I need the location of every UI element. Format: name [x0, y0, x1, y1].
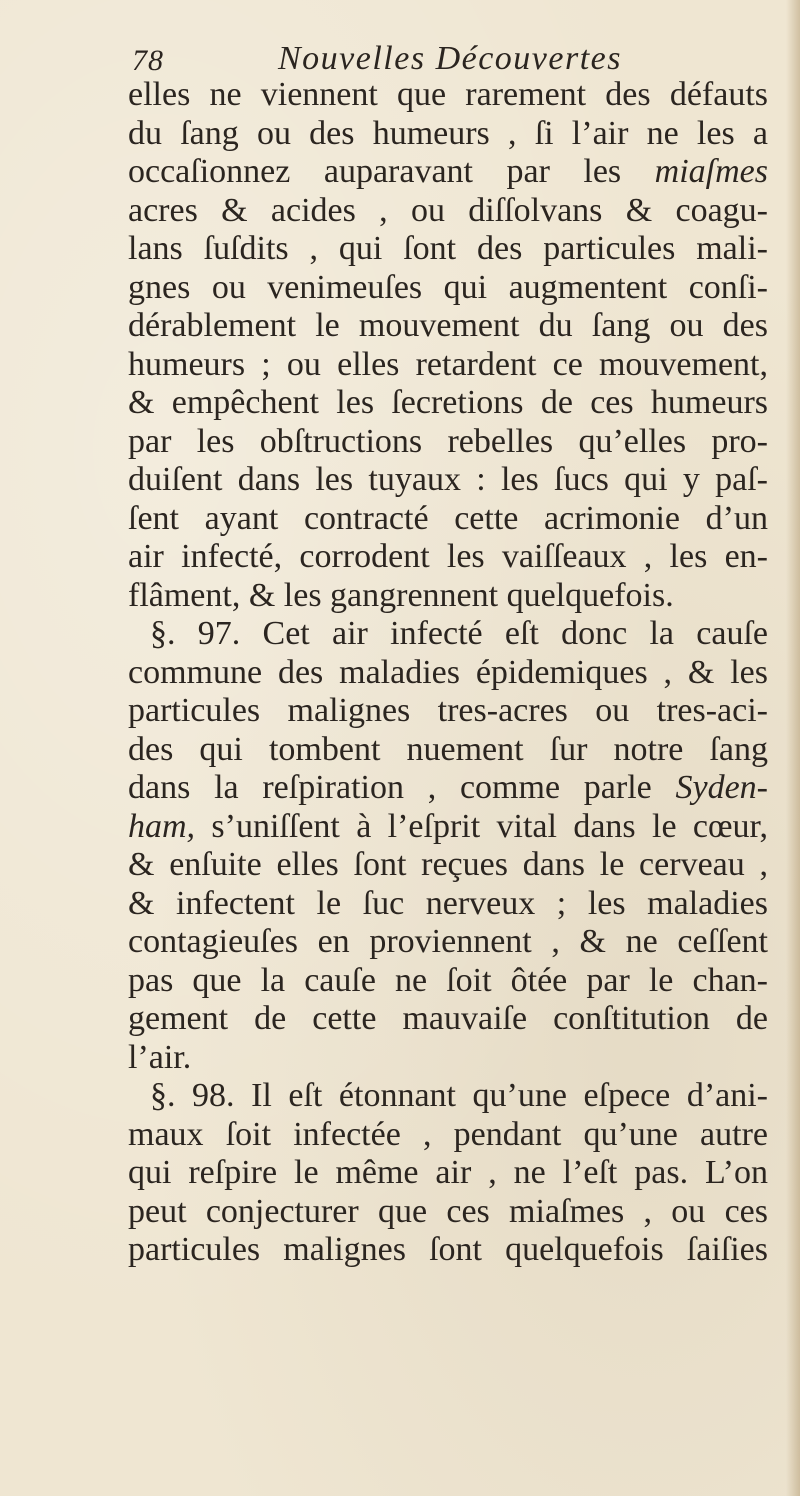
page-number: 78 — [132, 44, 164, 77]
text-line: dérablement le mouvement du ſang ou des — [128, 307, 768, 344]
text-fragment: dans la reſpiration , comme parle — [128, 769, 652, 806]
text-line: qui reſpire le même air , ne l’eſt pas. L’on — [128, 1154, 768, 1191]
section-97-start: §. 97. Cet air infecté eſt donc la cauſe — [150, 615, 768, 652]
text-line — [128, 769, 768, 808]
text-line: acres & acides , ou diſſolvans & coagu- — [128, 191, 768, 229]
text-line: l’air. — [128, 1038, 192, 1076]
running-title: Nouvelles Découvertes — [278, 40, 622, 77]
italic-name: ham, — [128, 807, 196, 845]
text-line: particules malignes ſont quelquefois ſaiſies — [128, 1231, 768, 1268]
text-line: gement de cette mauvaiſe conſtitution de — [128, 1000, 768, 1037]
text-line: air infecté, corrodent les vaiſſeaux , les en- — [128, 538, 768, 575]
page-edge-shadow — [786, 0, 800, 1496]
text-line: & enſuite elles ſont reçues dans le cerveau , — [128, 846, 768, 883]
text-line: duiſent dans les tuyaux : les ſucs qui y paſ- — [128, 461, 768, 498]
text-line: commune des maladies épidemiques , & les — [128, 653, 768, 691]
text-line — [128, 808, 768, 847]
text-fragment: occaſionnez auparavant par les — [128, 153, 622, 190]
text-line: par les obſtructions rebelles qu’elles pro- — [128, 422, 768, 460]
body-text — [128, 76, 768, 1270]
text-line: & infectent le ſuc nerveux ; les maladies — [128, 884, 768, 922]
text-line: humeurs ; ou elles retardent ce mouvement, — [128, 345, 768, 383]
italic-name: Syden- — [675, 769, 768, 806]
text-line: flâment, & les gangrennent quelquefois. — [128, 576, 674, 614]
text-line: maux ſoit infectée , pendant qu’une autre — [128, 1115, 768, 1153]
text-fragment: s’uniſſent à l’eſprit vital dans le cœur, — [211, 807, 768, 845]
section-98-start: §. 98. Il eſt étonnant qu’une eſpece d’ani- — [150, 1077, 768, 1114]
text-line: elles ne viennent que rarement des défauts — [128, 76, 768, 113]
text-line: du ſang ou des humeurs , ſi l’air ne les a — [128, 114, 768, 152]
text-line: particules malignes tres-acres ou tres-aci- — [128, 692, 768, 729]
text-line: pas que la cauſe ne ſoit ôtée par le chan- — [128, 961, 768, 999]
italic-term: miaſmes — [654, 153, 768, 190]
text-line: ſent ayant contracté cette acrimonie d’un — [128, 499, 768, 537]
text-line: & empêchent les ſecretions de ces humeurs — [128, 384, 768, 421]
text-line — [128, 153, 768, 192]
text-line: des qui tombent nuement ſur notre ſang — [128, 730, 768, 768]
text-line: gnes ou venimeuſes qui augmentent conſi- — [128, 268, 768, 306]
text-line: contagieuſes en proviennent , & ne ceſſent — [128, 923, 768, 960]
text-line: lans ſuſdits , qui ſont des particules mali- — [128, 230, 768, 267]
text-line: peut conjecturer que ces miaſmes , ou ces — [128, 1192, 768, 1230]
